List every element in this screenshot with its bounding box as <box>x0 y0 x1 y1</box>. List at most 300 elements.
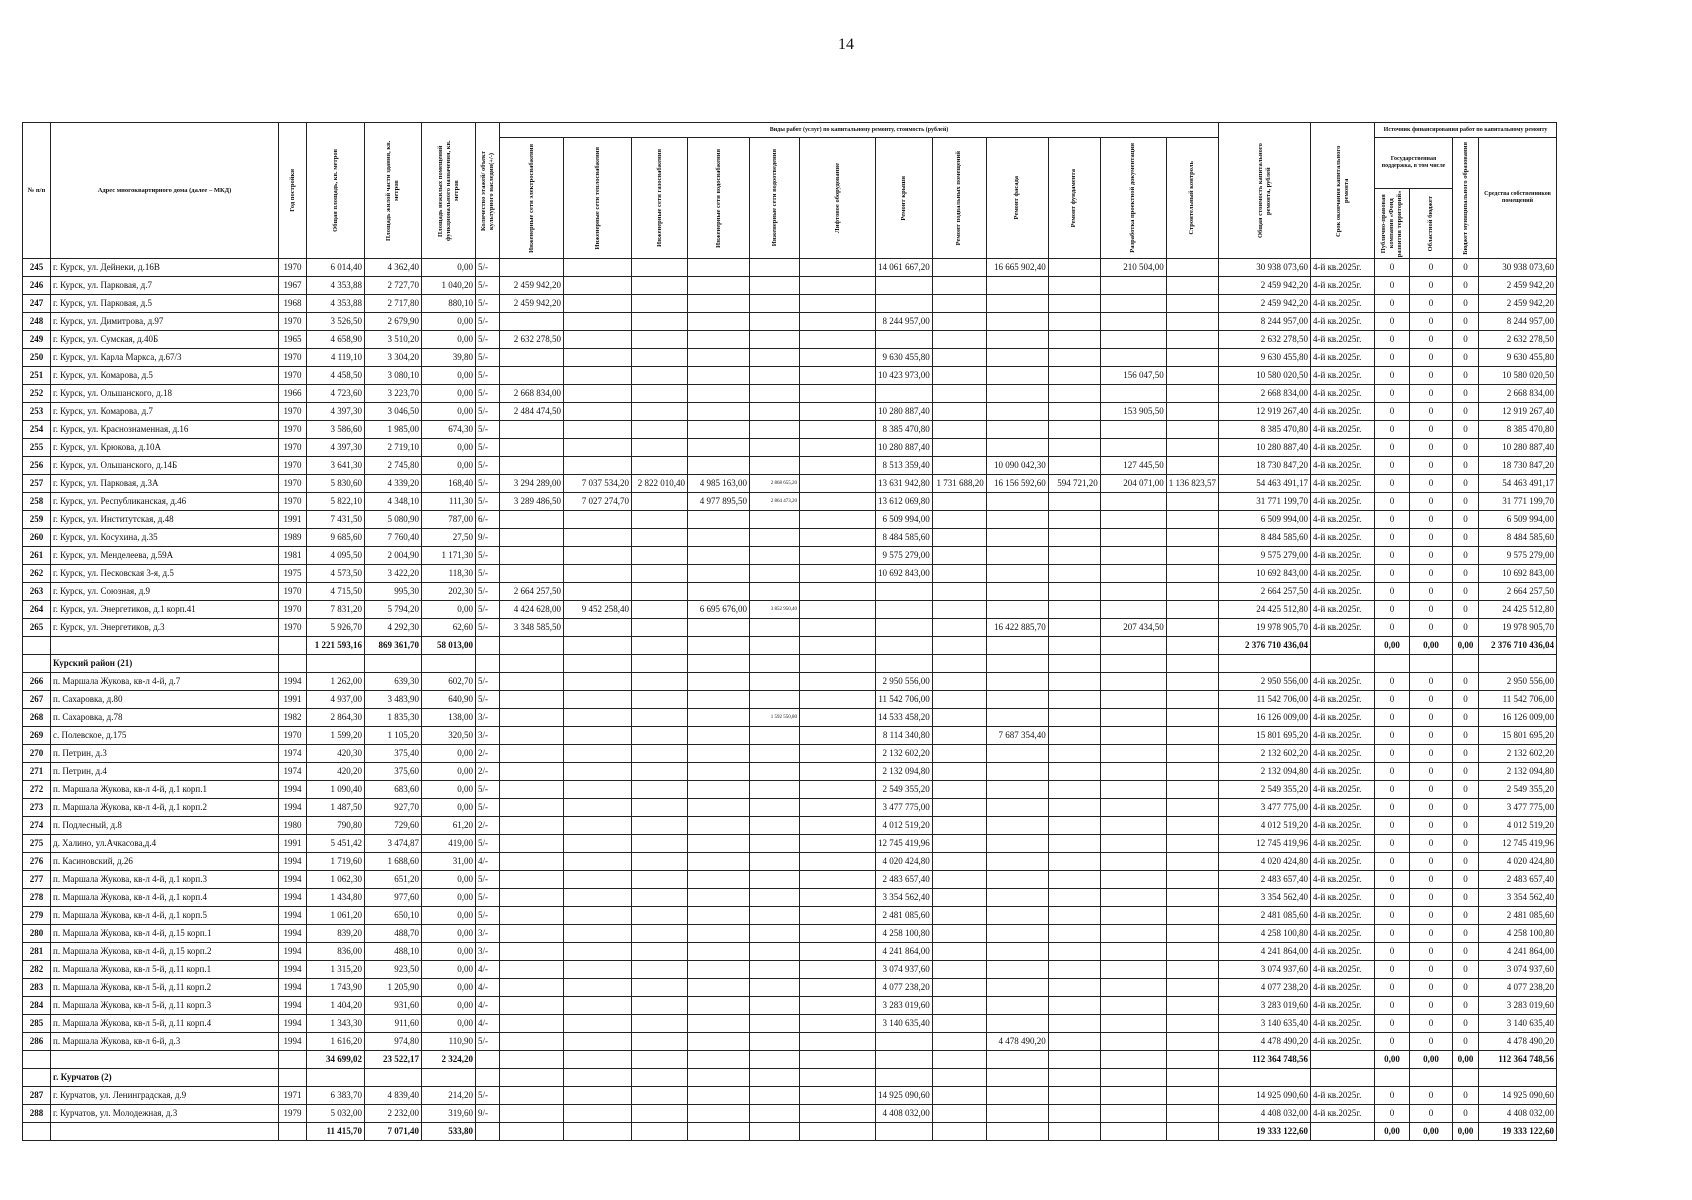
row-work-water <box>688 871 750 889</box>
row-municipal: 0 <box>1453 619 1479 637</box>
page-number: 14 <box>838 36 854 53</box>
section-empty <box>986 1069 1048 1087</box>
row-work-basement <box>932 727 986 745</box>
row-address: г. Курск, ул. Союзная, д.9 <box>51 583 279 601</box>
row-work-facade <box>986 871 1048 889</box>
row-work-gas <box>632 313 688 331</box>
row-work-sewer <box>750 925 800 943</box>
row-total-area: 420,30 <box>307 745 365 763</box>
row-owners: 4 077 238,20 <box>1479 979 1557 997</box>
row-work-facade <box>986 421 1048 439</box>
row-floors: 4/- <box>476 1015 500 1033</box>
row-number: 259 <box>23 511 51 529</box>
row-living-area: 4 339,20 <box>365 475 422 493</box>
row-year: 1970 <box>279 367 307 385</box>
row-work-gas <box>632 1033 688 1051</box>
row-nonres-area: 0,00 <box>422 925 476 943</box>
row-floors: 3/- <box>476 709 500 727</box>
row-owners: 2 132 094,80 <box>1479 763 1557 781</box>
row-work-heat <box>564 745 632 763</box>
row-regional: 0 <box>1410 493 1453 511</box>
row-total-area: 5 822,10 <box>307 493 365 511</box>
row-owners: 10 280 887,40 <box>1479 439 1557 457</box>
row-living-area: 7 760,40 <box>365 529 422 547</box>
subtotal-empty <box>1048 637 1100 655</box>
row-work-control <box>1166 259 1218 277</box>
row-work-heat <box>564 691 632 709</box>
row-work-gas <box>632 349 688 367</box>
row-work-control <box>1166 835 1218 853</box>
row-work-sewer <box>750 313 800 331</box>
row-nonres-area: 138,00 <box>422 709 476 727</box>
row-work-roof: 4 077 238,20 <box>876 979 933 997</box>
section-title: Курский район (21) <box>51 655 279 673</box>
row-work-elec <box>500 871 564 889</box>
row-work-foundation <box>1048 439 1100 457</box>
row-work-sewer <box>750 1015 800 1033</box>
row-regional: 0 <box>1410 439 1453 457</box>
row-work-roof: 14 533 458,20 <box>876 709 933 727</box>
row-regional: 0 <box>1410 511 1453 529</box>
row-work-control <box>1166 385 1218 403</box>
row-municipal: 0 <box>1453 277 1479 295</box>
row-work-lift <box>800 709 876 727</box>
row-address: п. Маршала Жукова, кв-л 4-й, д.15 корп.2 <box>51 943 279 961</box>
section-empty <box>688 655 750 673</box>
section-empty <box>476 1069 500 1087</box>
row-work-gas <box>632 1087 688 1105</box>
header-deadline: Срок окончания капитального ремонта <box>1311 123 1375 259</box>
row-work-heat <box>564 511 632 529</box>
row-total-area: 3 641,30 <box>307 457 365 475</box>
row-work-water <box>688 817 750 835</box>
row-owners: 31 771 199,70 <box>1479 493 1557 511</box>
subtotal-regional: 0,00 <box>1410 1123 1453 1141</box>
row-fund: 0 <box>1375 295 1410 313</box>
subtotal-empty <box>1166 1123 1218 1141</box>
row-total-area: 4 573,50 <box>307 565 365 583</box>
row-municipal: 0 <box>1453 727 1479 745</box>
row-deadline: 4-й кв.2025г. <box>1311 745 1375 763</box>
row-municipal: 0 <box>1453 259 1479 277</box>
header-year: Год постройки <box>279 123 307 259</box>
row-work-facade <box>986 781 1048 799</box>
subtotal-total-cost: 2 376 710 436,04 <box>1219 637 1311 655</box>
row-work-control <box>1166 349 1218 367</box>
row-work-water <box>688 943 750 961</box>
row-year: 1994 <box>279 925 307 943</box>
row-work-design <box>1100 763 1166 781</box>
subtotal-municipal: 0,00 <box>1453 637 1479 655</box>
row-work-elec <box>500 457 564 475</box>
row-work-basement <box>932 1105 986 1123</box>
row-work-gas <box>632 547 688 565</box>
row-work-facade <box>986 763 1048 781</box>
row-work-foundation <box>1048 1015 1100 1033</box>
row-work-gas <box>632 925 688 943</box>
row-work-sewer <box>750 583 800 601</box>
row-work-heat: 9 452 258,40 <box>564 601 632 619</box>
table-row <box>23 799 1557 817</box>
row-regional: 0 <box>1410 943 1453 961</box>
row-work-sewer <box>750 781 800 799</box>
row-work-basement <box>932 439 986 457</box>
row-fund: 0 <box>1375 871 1410 889</box>
header-basement: Ремонт подвальных помещений <box>932 138 986 259</box>
subtotal-empty <box>800 1123 876 1141</box>
row-living-area: 931,60 <box>365 997 422 1015</box>
row-number: 250 <box>23 349 51 367</box>
row-work-design <box>1100 529 1166 547</box>
row-total-area: 6 014,40 <box>307 259 365 277</box>
row-owners: 6 509 994,00 <box>1479 511 1557 529</box>
row-work-heat <box>564 979 632 997</box>
row-total-cost: 4 020 424,80 <box>1219 853 1311 871</box>
subtotal-empty <box>750 637 800 655</box>
row-work-heat <box>564 313 632 331</box>
row-total-cost: 12 919 267,40 <box>1219 403 1311 421</box>
row-work-control <box>1166 511 1218 529</box>
row-number: 251 <box>23 367 51 385</box>
row-work-gas <box>632 799 688 817</box>
row-work-roof: 4 012 519,20 <box>876 817 933 835</box>
row-work-control <box>1166 313 1218 331</box>
row-living-area: 977,60 <box>365 889 422 907</box>
row-work-design <box>1100 817 1166 835</box>
row-total-area: 5 926,70 <box>307 619 365 637</box>
row-regional: 0 <box>1410 331 1453 349</box>
row-deadline: 4-й кв.2025г. <box>1311 457 1375 475</box>
row-municipal: 0 <box>1453 1105 1479 1123</box>
subtotal-living-area: 869 361,70 <box>365 637 422 655</box>
row-nonres-area: 61,20 <box>422 817 476 835</box>
section-empty <box>307 1069 365 1087</box>
row-number: 284 <box>23 997 51 1015</box>
row-work-heat <box>564 943 632 961</box>
row-work-lift <box>800 403 876 421</box>
row-deadline: 4-й кв.2025г. <box>1311 799 1375 817</box>
row-work-lift <box>800 727 876 745</box>
row-municipal: 0 <box>1453 385 1479 403</box>
row-work-heat <box>564 439 632 457</box>
row-work-elec <box>500 565 564 583</box>
row-total-cost: 14 925 090,60 <box>1219 1087 1311 1105</box>
row-deadline: 4-й кв.2025г. <box>1311 295 1375 313</box>
row-work-elec: 3 289 486,50 <box>500 493 564 511</box>
row-work-water <box>688 547 750 565</box>
row-work-facade <box>986 1015 1048 1033</box>
row-fund: 0 <box>1375 691 1410 709</box>
row-work-design <box>1100 961 1166 979</box>
row-work-water <box>688 457 750 475</box>
row-work-water <box>688 313 750 331</box>
table-row <box>23 259 1557 277</box>
row-work-foundation <box>1048 565 1100 583</box>
row-number: 264 <box>23 601 51 619</box>
row-work-basement <box>932 1087 986 1105</box>
row-work-design <box>1100 781 1166 799</box>
subtotal-owners: 2 376 710 436,04 <box>1479 637 1557 655</box>
row-total-area: 6 383,70 <box>307 1087 365 1105</box>
row-work-elec: 2 664 257,50 <box>500 583 564 601</box>
row-nonres-area: 880,10 <box>422 295 476 313</box>
section-empty <box>632 1069 688 1087</box>
row-work-lift <box>800 799 876 817</box>
row-year: 1970 <box>279 421 307 439</box>
row-work-facade <box>986 997 1048 1015</box>
row-floors: 4/- <box>476 997 500 1015</box>
row-work-roof: 3 477 775,00 <box>876 799 933 817</box>
row-floors: 5/- <box>476 673 500 691</box>
row-regional: 0 <box>1410 1033 1453 1051</box>
row-floors: 5/- <box>476 277 500 295</box>
row-work-basement <box>932 457 986 475</box>
row-municipal: 0 <box>1453 565 1479 583</box>
row-total-cost: 18 730 847,20 <box>1219 457 1311 475</box>
row-work-sewer <box>750 511 800 529</box>
header-lift: Лифтовое оборудование <box>800 138 876 259</box>
row-fund: 0 <box>1375 781 1410 799</box>
row-fund: 0 <box>1375 889 1410 907</box>
row-fund: 0 <box>1375 529 1410 547</box>
row-total-cost: 2 132 094,80 <box>1219 763 1311 781</box>
row-owners: 2 483 657,40 <box>1479 871 1557 889</box>
row-owners: 4 408 032,00 <box>1479 1105 1557 1123</box>
row-living-area: 4 292,30 <box>365 619 422 637</box>
row-regional: 0 <box>1410 403 1453 421</box>
row-work-design <box>1100 835 1166 853</box>
subtotal-empty <box>750 1123 800 1141</box>
row-deadline: 4-й кв.2025г. <box>1311 331 1375 349</box>
section-empty <box>1100 655 1166 673</box>
row-work-facade <box>986 529 1048 547</box>
row-work-elec <box>500 727 564 745</box>
row-regional: 0 <box>1410 961 1453 979</box>
subtotal-empty <box>1100 637 1166 655</box>
row-work-basement: 1 731 688,20 <box>932 475 986 493</box>
row-year: 1994 <box>279 979 307 997</box>
row-work-design <box>1100 277 1166 295</box>
row-municipal: 0 <box>1453 349 1479 367</box>
row-total-cost: 9 630 455,80 <box>1219 349 1311 367</box>
subtotal-total-area: 11 415,70 <box>307 1123 365 1141</box>
row-deadline: 4-й кв.2025г. <box>1311 529 1375 547</box>
row-work-facade <box>986 385 1048 403</box>
row-regional: 0 <box>1410 1105 1453 1123</box>
row-work-control <box>1166 1105 1218 1123</box>
subtotal-empty <box>51 1051 279 1069</box>
row-work-roof <box>876 1033 933 1051</box>
row-fund: 0 <box>1375 853 1410 871</box>
row-nonres-area: 674,30 <box>422 421 476 439</box>
row-regional: 0 <box>1410 259 1453 277</box>
row-total-area: 1 062,30 <box>307 871 365 889</box>
row-total-area: 4 397,30 <box>307 439 365 457</box>
row-total-cost: 2 549 355,20 <box>1219 781 1311 799</box>
row-work-roof: 14 925 090,60 <box>876 1087 933 1105</box>
row-work-lift <box>800 331 876 349</box>
row-total-area: 7 831,20 <box>307 601 365 619</box>
row-work-roof: 4 408 032,00 <box>876 1105 933 1123</box>
subtotal-empty <box>500 637 564 655</box>
row-work-control <box>1166 709 1218 727</box>
subtotal-empty <box>1311 1051 1375 1069</box>
row-work-water <box>688 529 750 547</box>
row-total-cost: 2 132 602,20 <box>1219 745 1311 763</box>
row-work-facade <box>986 511 1048 529</box>
row-work-elec <box>500 961 564 979</box>
header-heat: Инженерные сети теплоснабжения <box>564 138 632 259</box>
row-work-foundation <box>1048 313 1100 331</box>
row-floors: 5/- <box>476 619 500 637</box>
row-year: 1967 <box>279 277 307 295</box>
row-owners: 11 542 706,00 <box>1479 691 1557 709</box>
section-empty <box>876 1069 933 1087</box>
row-work-foundation <box>1048 889 1100 907</box>
row-total-cost: 54 463 491,17 <box>1219 475 1311 493</box>
row-owners: 4 241 864,00 <box>1479 943 1557 961</box>
row-work-facade <box>986 673 1048 691</box>
row-work-lift <box>800 745 876 763</box>
row-nonres-area: 787,00 <box>422 511 476 529</box>
row-municipal: 0 <box>1453 745 1479 763</box>
row-work-gas <box>632 853 688 871</box>
header-nonres-area: Площадь нежилых помещений функционального назначения, кв. метров <box>422 123 476 259</box>
section-empty <box>564 1069 632 1087</box>
subtotal-empty <box>500 1051 564 1069</box>
row-deadline: 4-й кв.2025г. <box>1311 925 1375 943</box>
row-work-elec <box>500 1087 564 1105</box>
row-municipal: 0 <box>1453 907 1479 925</box>
row-work-design <box>1100 601 1166 619</box>
row-work-facade <box>986 403 1048 421</box>
subtotal-empty <box>51 637 279 655</box>
row-work-gas <box>632 943 688 961</box>
row-nonres-area: 0,00 <box>422 763 476 781</box>
row-living-area: 3 304,20 <box>365 349 422 367</box>
row-work-sewer <box>750 529 800 547</box>
row-work-elec <box>500 313 564 331</box>
row-total-area: 1 487,50 <box>307 799 365 817</box>
subtotal-empty <box>632 637 688 655</box>
header-control: Строительный контроль <box>1166 138 1218 259</box>
row-work-roof <box>876 619 933 637</box>
header-sources-group: Источник финансирования работ по капитальному ремонту <box>1375 123 1557 138</box>
repair-program-table-wrapper <box>22 122 1557 1141</box>
row-year: 1970 <box>279 601 307 619</box>
row-floors: 5/- <box>476 493 500 511</box>
row-floors: 5/- <box>476 331 500 349</box>
row-work-basement <box>932 385 986 403</box>
row-work-gas <box>632 529 688 547</box>
row-work-water <box>688 997 750 1015</box>
table-row <box>23 403 1557 421</box>
row-work-heat <box>564 1105 632 1123</box>
row-work-heat <box>564 781 632 799</box>
row-work-roof <box>876 331 933 349</box>
table-row <box>23 385 1557 403</box>
subtotal-nonres-area: 2 324,20 <box>422 1051 476 1069</box>
row-living-area: 3 474,87 <box>365 835 422 853</box>
row-nonres-area: 319,60 <box>422 1105 476 1123</box>
row-municipal: 0 <box>1453 1015 1479 1033</box>
row-work-basement <box>932 529 986 547</box>
row-work-facade <box>986 835 1048 853</box>
row-deadline: 4-й кв.2025г. <box>1311 1105 1375 1123</box>
row-fund: 0 <box>1375 1033 1410 1051</box>
row-work-basement <box>932 1015 986 1033</box>
table-row <box>23 547 1557 565</box>
row-number: 280 <box>23 925 51 943</box>
row-municipal: 0 <box>1453 781 1479 799</box>
row-deadline: 4-й кв.2025г. <box>1311 709 1375 727</box>
row-work-foundation <box>1048 403 1100 421</box>
section-empty <box>1375 655 1410 673</box>
row-work-sewer <box>750 565 800 583</box>
row-work-roof: 2 950 556,00 <box>876 673 933 691</box>
row-year: 1994 <box>279 781 307 799</box>
row-living-area: 3 510,20 <box>365 331 422 349</box>
row-work-basement <box>932 871 986 889</box>
row-year: 1994 <box>279 961 307 979</box>
row-total-area: 5 451,42 <box>307 835 365 853</box>
table-row <box>23 943 1557 961</box>
row-deadline: 4-й кв.2025г. <box>1311 871 1375 889</box>
row-fund: 0 <box>1375 421 1410 439</box>
row-work-water: 4 977 895,50 <box>688 493 750 511</box>
row-work-control <box>1166 925 1218 943</box>
section-empty <box>876 655 933 673</box>
row-work-control <box>1166 763 1218 781</box>
row-address: г. Курчатов, ул. Молодежная, д.3 <box>51 1105 279 1123</box>
row-fund: 0 <box>1375 835 1410 853</box>
section-empty <box>1166 655 1218 673</box>
row-year: 1982 <box>279 709 307 727</box>
row-address: п. Маршала Жукова, кв-л 4-й, д.1 корп.3 <box>51 871 279 889</box>
row-fund: 0 <box>1375 961 1410 979</box>
row-work-foundation <box>1048 979 1100 997</box>
row-number: 283 <box>23 979 51 997</box>
row-owners: 12 745 419,96 <box>1479 835 1557 853</box>
subtotal-empty <box>688 1123 750 1141</box>
row-work-control <box>1166 619 1218 637</box>
row-work-roof: 4 020 424,80 <box>876 853 933 871</box>
row-total-cost: 4 258 100,80 <box>1219 925 1311 943</box>
row-work-lift <box>800 349 876 367</box>
row-work-gas <box>632 421 688 439</box>
row-work-sewer <box>750 1087 800 1105</box>
row-nonres-area: 640,90 <box>422 691 476 709</box>
row-regional: 0 <box>1410 979 1453 997</box>
row-total-cost: 3 477 775,00 <box>1219 799 1311 817</box>
row-work-basement <box>932 259 986 277</box>
row-work-design <box>1100 1015 1166 1033</box>
row-work-elec <box>500 511 564 529</box>
row-deadline: 4-й кв.2025г. <box>1311 385 1375 403</box>
row-nonres-area: 419,00 <box>422 835 476 853</box>
row-address: г. Курск, ул. Энергетиков, д.1 корп.41 <box>51 601 279 619</box>
row-work-elec: 4 424 628,00 <box>500 601 564 619</box>
row-total-cost: 8 385 470,80 <box>1219 421 1311 439</box>
row-work-roof: 8 385 470,80 <box>876 421 933 439</box>
row-deadline: 4-й кв.2025г. <box>1311 835 1375 853</box>
row-work-lift <box>800 1105 876 1123</box>
row-work-roof: 2 481 085,60 <box>876 907 933 925</box>
row-nonres-area: 27,50 <box>422 529 476 547</box>
row-address: г. Курск, ул. Энергетиков, д.3 <box>51 619 279 637</box>
row-deadline: 4-й кв.2025г. <box>1311 1087 1375 1105</box>
row-work-water <box>688 907 750 925</box>
